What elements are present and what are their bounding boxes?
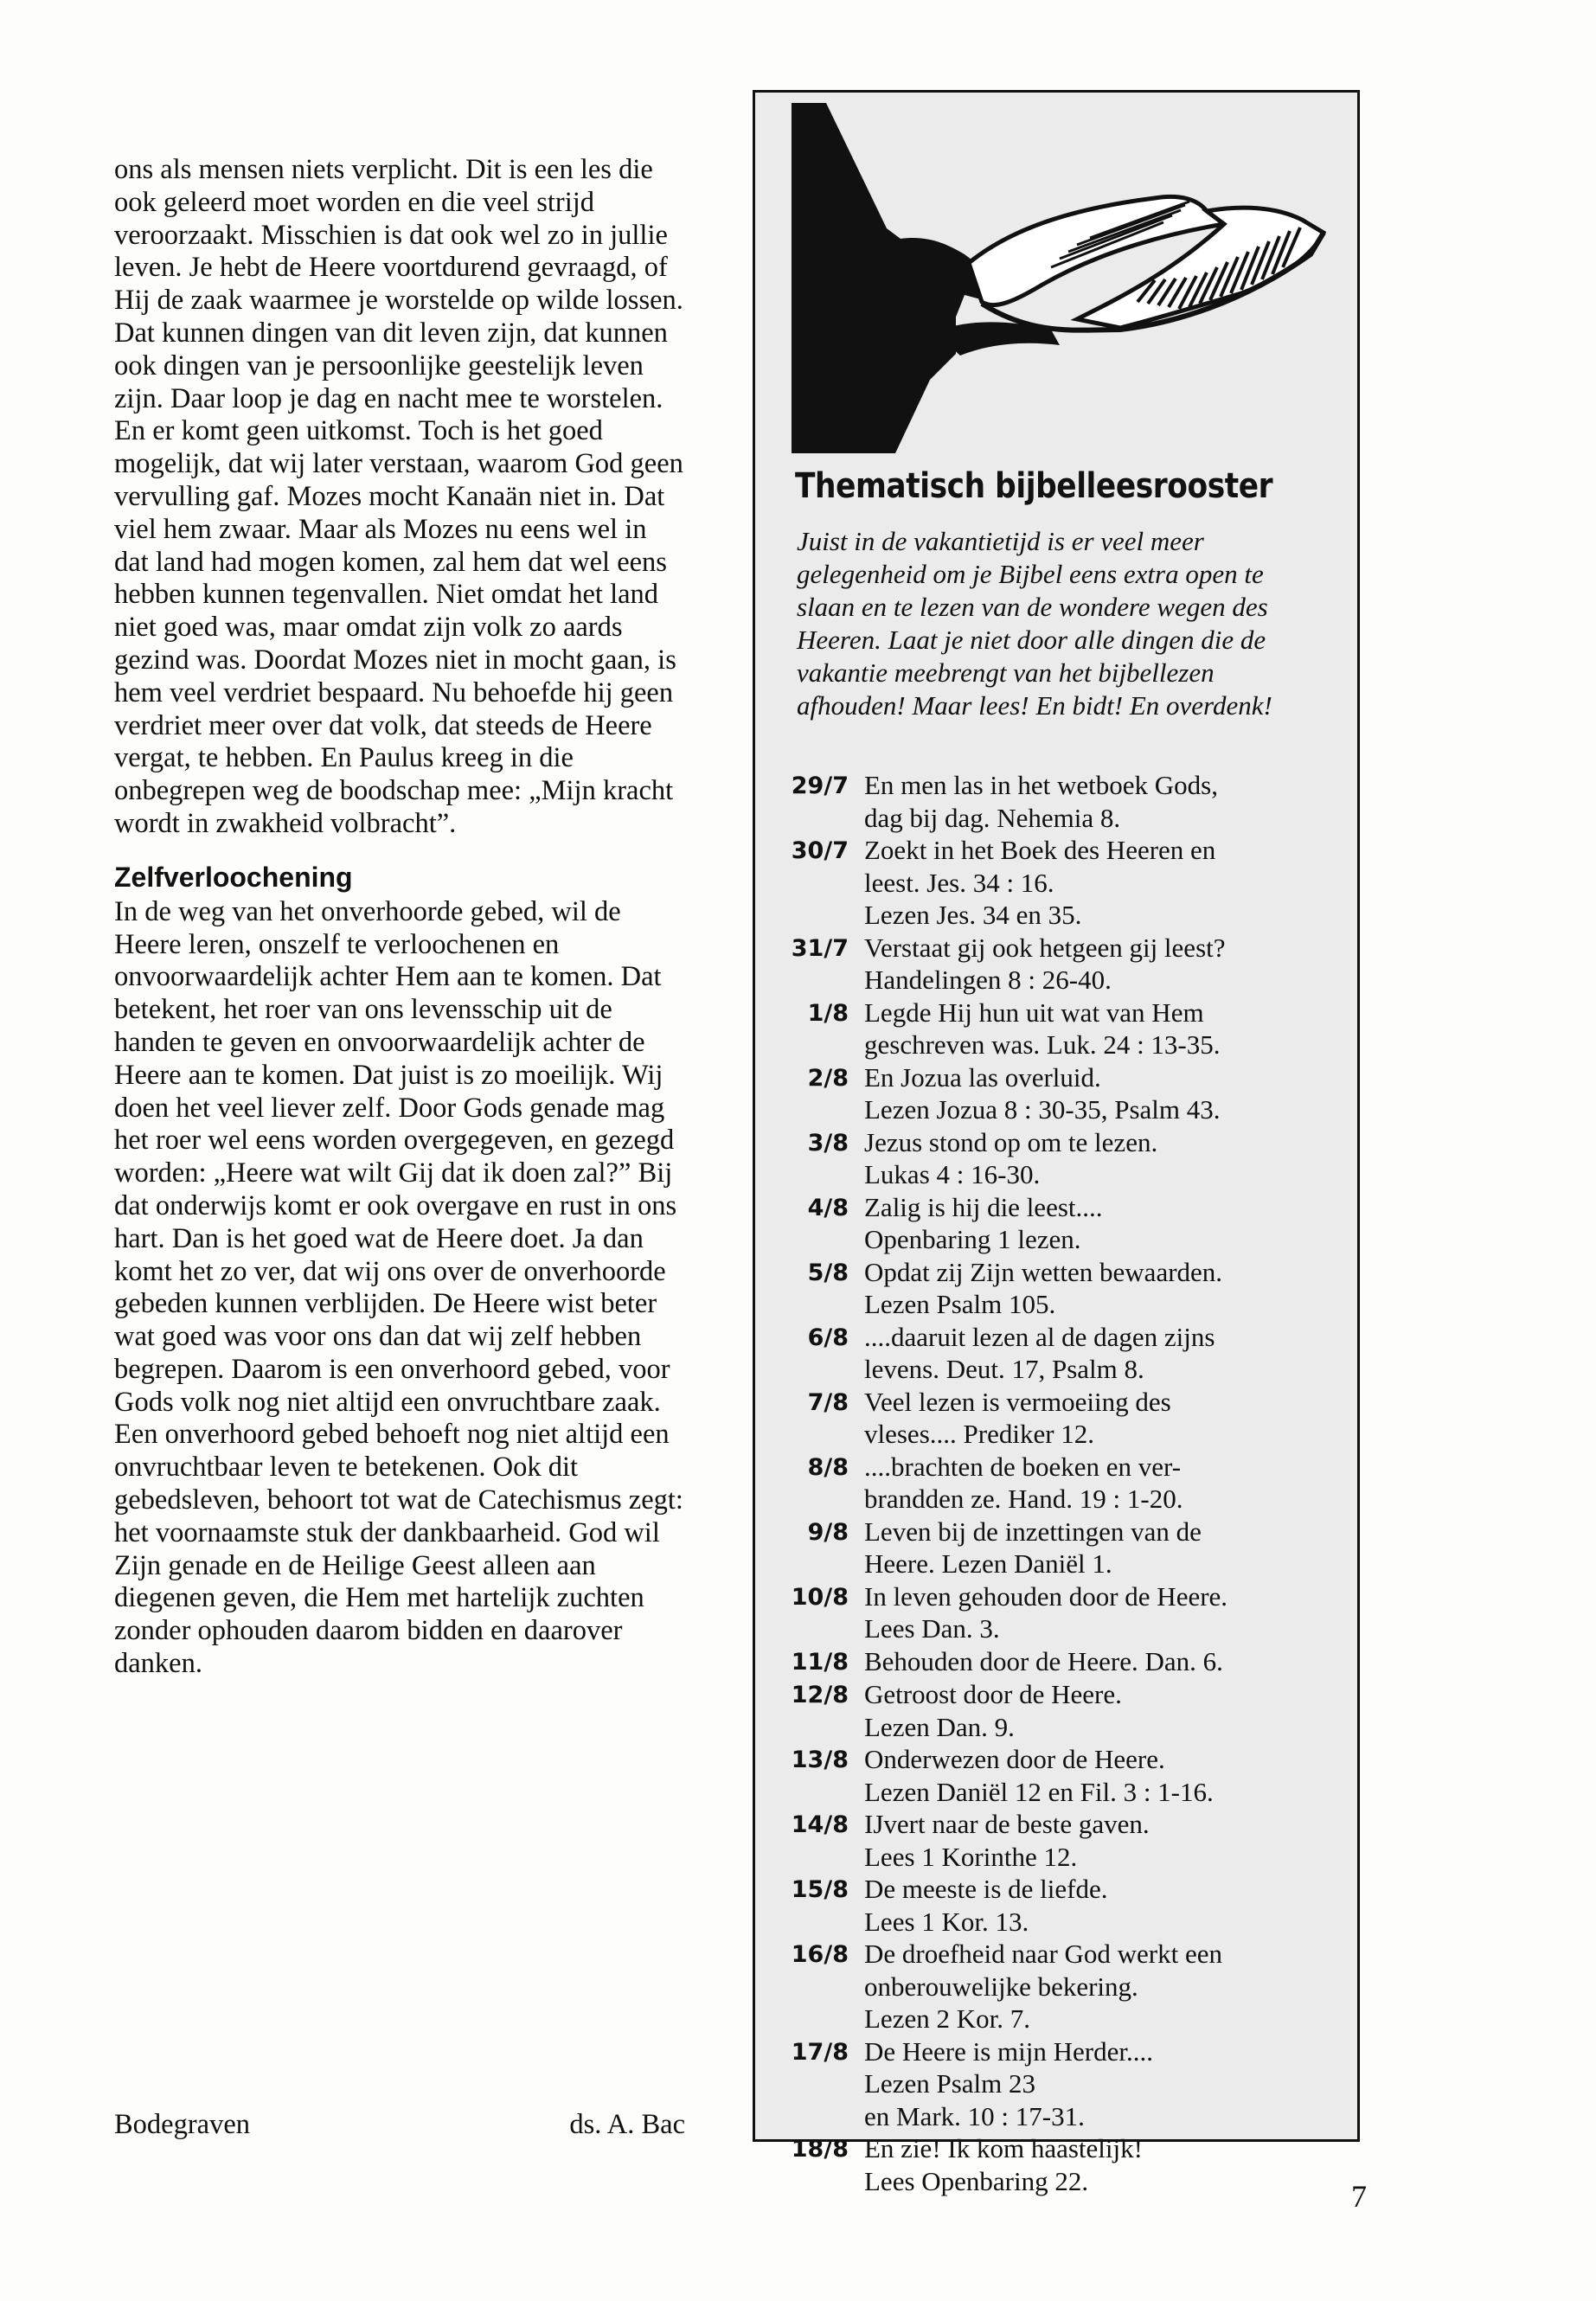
schedule-entry: [774, 1321, 1345, 1386]
entry-date: 3/8: [807, 1129, 849, 1157]
entry-line: ....brachten de boeken en ver-: [864, 1451, 1182, 1482]
schedule-entry: [774, 997, 1345, 1061]
entry-line: Handelingen 8 : 26-40.: [864, 965, 1112, 995]
entry-line: IJvert naar de beste gaven.: [864, 1809, 1150, 1839]
entry-line: Zalig is hij die leest....: [864, 1191, 1103, 1222]
schedule-title: Thematisch bijbelleesrooster: [795, 466, 1273, 506]
schedule-entry: [774, 1256, 1345, 1321]
entry-date: 15/8: [791, 1876, 849, 1903]
entry-date: 4/8: [807, 1194, 849, 1221]
schedule-entry: [774, 1126, 1345, 1191]
schedule-entry: [774, 2132, 1345, 2197]
entry-line: Lukas 4 : 16-30.: [864, 1159, 1041, 1189]
author-name: ds. A. Bac: [569, 2109, 685, 2140]
entry-line: Lezen 2 Kor. 7.: [864, 2003, 1030, 2034]
entry-line: vleses.... Prediker 12.: [864, 1419, 1095, 1449]
entry-line: Heere. Lezen Daniël 1.: [864, 1548, 1112, 1579]
schedule-entry: [774, 1645, 1345, 1679]
entry-date: 17/8: [791, 2038, 849, 2066]
entry-line: ....daaruit lezen al de dagen zijns: [864, 1321, 1215, 1352]
schedule-entry: [774, 834, 1345, 932]
entry-date: 2/8: [807, 1064, 849, 1092]
entry-line: Zoekt in het Boek des Heeren en: [864, 835, 1216, 865]
article-paragraph-2: In de weg van het onverhoorde gebed, wil de Heere leren, onszelf te verloochenen en onvoorwaardelijk achter Hem aan te komen. Dat betekent, het roer van ons levensschip uit de handen te geven en onvoorwaardelijk achter de Heere aan te komen. Dat juist is zo moeilijk. Wij doen het veel liever zelf. Door Gods genade mag het roer wel eens worden overgegeven, en gezegd worden: „Heere wat wilt Gij dat ik doen zal?” Bij dat onderwijs komt er ook overgave en rust in ons hart. Dan is het goed wat de Heere doet. Ja dan komt het zo ver, dat wij ons over de onverhoorde gebeden kunnen verblijden. De Heere wist beter wat goed was voor ons dan dat wij zelf hebben begrepen. Daarom is een onverhoord gebed, voor Gods volk nog niet altijd een onvruchtbare zaak. Een onverhoord gebed behoeft nog niet altijd een onvruchtbaar leven te betekenen. Ook dit gebedsleven, behoort tot wat de Catechismus zegt: het voornaamste stuk der dankbaarheid. God wil Zijn genade en de Heilige Geest alleen aan diegenen geven, die Hem met hartelijk zuchten zonder ophouden daarom bidden en daarover danken.: [114, 895, 683, 1680]
schedule-entry: [774, 932, 1345, 997]
entry-line: en Mark. 10 : 17-31.: [864, 2100, 1085, 2131]
entry-line: brandden ze. Hand. 19 : 1-20.: [864, 1484, 1183, 1514]
entry-line: Openbaring 1 lezen.: [864, 1224, 1081, 1254]
schedule-list: [774, 769, 1345, 2197]
entry-date: 11/8: [791, 1648, 849, 1676]
schedule-entry: [774, 2035, 1345, 2133]
entry-line: Lees 1 Kor. 13.: [864, 1906, 1029, 1937]
entry-line: En men las in het wetboek Gods,: [864, 770, 1218, 800]
entry-line: De meeste is de liefde.: [864, 1874, 1108, 1904]
entry-line: In leven gehouden door de Heere.: [864, 1580, 1228, 1612]
signature-line: [114, 2109, 685, 2141]
entry-line: levens. Deut. 17, Psalm 8.: [864, 1354, 1144, 1384]
entry-line: De Heere is mijn Herder....: [864, 2035, 1153, 2067]
place-name: Bodegraven: [114, 2109, 251, 2140]
entry-line: Lees Openbaring 22.: [864, 2165, 1089, 2196]
schedule-intro: Juist in de vakantietijd is er veel meer gelegenheid om je Bijbel eens extra open te slaan en te lezen van de wondere wegen des Heeren. Laat je niet door alle dingen die de vakantie meebrengt van het bijbellezen afhouden! Maar lees! En bidt! En overdenk!: [797, 526, 1272, 721]
schedule-entry: [774, 1061, 1345, 1126]
entry-date: 31/7: [791, 934, 849, 962]
entry-line: Leven bij de inzettingen van de: [864, 1516, 1202, 1547]
schedule-entry: [774, 1873, 1345, 1938]
entry-line: Lezen Jes. 34 en 35.: [864, 900, 1082, 930]
entry-date: 10/8: [791, 1583, 849, 1611]
page-number: 7: [1351, 2179, 1367, 2214]
entry-date: 7/8: [807, 1388, 849, 1416]
schedule-entry: [774, 1191, 1345, 1256]
schedule-entry: [774, 769, 1345, 834]
entry-date: 6/8: [807, 1324, 849, 1351]
entry-line: onberouwelijke bekering.: [864, 1971, 1138, 2002]
entry-line: Lezen Jozua 8 : 30-35, Psalm 43.: [864, 1094, 1221, 1125]
entry-line: Onderwezen door de Heere.: [864, 1744, 1165, 1774]
entry-line: Jezus stond op om te lezen.: [864, 1126, 1158, 1157]
entry-line: Veel lezen is vermoeiing des: [864, 1386, 1171, 1417]
schedule-entry: [774, 1808, 1345, 1873]
reading-schedule-box: [753, 90, 1360, 2196]
entry-line: Lezen Daniël 12 en Fil. 3 : 1-16.: [864, 1776, 1214, 1807]
entry-date: 12/8: [791, 1682, 849, 1708]
article-column: [114, 154, 685, 1681]
section-heading: Zelfverloochening: [114, 861, 353, 893]
schedule-entry: [774, 1743, 1345, 1808]
entry-date: 14/8: [791, 1811, 849, 1838]
entry-line: dag bij dag. Nehemia 8.: [864, 802, 1121, 833]
entry-line: Lees 1 Korinthe 12.: [864, 1841, 1078, 1872]
schedule-entry: [774, 1938, 1345, 2035]
entry-line: geschreven was. Luk. 24 : 13-35.: [864, 1029, 1221, 1060]
open-bible-hand-illustration: [792, 103, 1326, 453]
entry-date: 18/8: [791, 2136, 849, 2163]
entry-date: 9/8: [807, 1518, 849, 1546]
entry-date: 8/8: [807, 1453, 849, 1481]
schedule-entry: [774, 1451, 1345, 1516]
entry-date: 1/8: [807, 999, 849, 1027]
entry-date: 13/8: [791, 1747, 849, 1773]
entry-line: Opdat zij Zijn wetten bewaarden.: [864, 1256, 1223, 1287]
entry-line: leest. Jes. 34 : 16.: [864, 867, 1054, 898]
entry-line: Lezen Psalm 105.: [864, 1289, 1056, 1319]
entry-date: 5/8: [807, 1259, 849, 1286]
entry-line: De droefheid naar God werkt een: [864, 1939, 1223, 1969]
schedule-entry: [774, 1678, 1345, 1743]
entry-date: 29/7: [791, 772, 849, 799]
entry-line: Lezen Dan. 9.: [864, 1711, 1015, 1742]
schedule-entry: [774, 1386, 1345, 1451]
schedule-entry: [774, 1580, 1345, 1645]
entry-line: Behouden door de Heere. Dan. 6.: [864, 1645, 1223, 1676]
entry-line: Lees Dan. 3.: [864, 1613, 1000, 1644]
entry-line: Getroost door de Heere.: [864, 1679, 1122, 1709]
article-paragraph-1: ons als mensen niets verplicht. Dit is een les die ook geleerd moet worden en die veel strijd veroorzaakt. Misschien is dat ook wel zo in jullie leven. Je hebt de Heere voortdurend gevraagd, of Hij de zaak waarmee je worstelde op wilde lossen. Dat kunnen dingen van dit leven zijn, dat kunnen ook dingen van je persoonlijke geestelijk leven zijn. Daar loop je dag en nacht mee te worstelen. En er komt geen uitkomst. Toch is het goed mogelijk, dat wij later verstaan, waarom God geen vervulling gaf. Mozes mocht Kanaän niet in. Dat viel hem zwaar. Maar als Mozes nu eens wel in dat land had mogen komen, zal hem dat wel eens hebben kunnen tegenvallen. Niet omdat het land niet goed was, maar omdat zijn volk zo aards gezind was. Doordat Mozes niet in mocht gaan, is hem veel verdriet bespaard. Nu behoefde hij geen verdriet meer over dat volk, dat steeds de Heere vergat, te hebben. En Paulus kreeg in die onbegrepen weg de boodschap mee: „Mijn kracht wordt in zwakheid volbracht”.: [114, 154, 683, 839]
entry-line: Lezen Psalm 23: [864, 2068, 1036, 2099]
entry-date: 30/7: [791, 837, 849, 864]
entry-date: 16/8: [791, 1941, 849, 1968]
entry-line: Legde Hij hun uit wat van Hem: [864, 997, 1204, 1028]
entry-line: En Jozua las overluid.: [864, 1061, 1101, 1093]
schedule-entry: [774, 1516, 1345, 1580]
entry-line: En zie! Ik kom haastelijk!: [864, 2133, 1143, 2163]
entry-line: Verstaat gij ook hetgeen gij leest?: [864, 932, 1226, 963]
